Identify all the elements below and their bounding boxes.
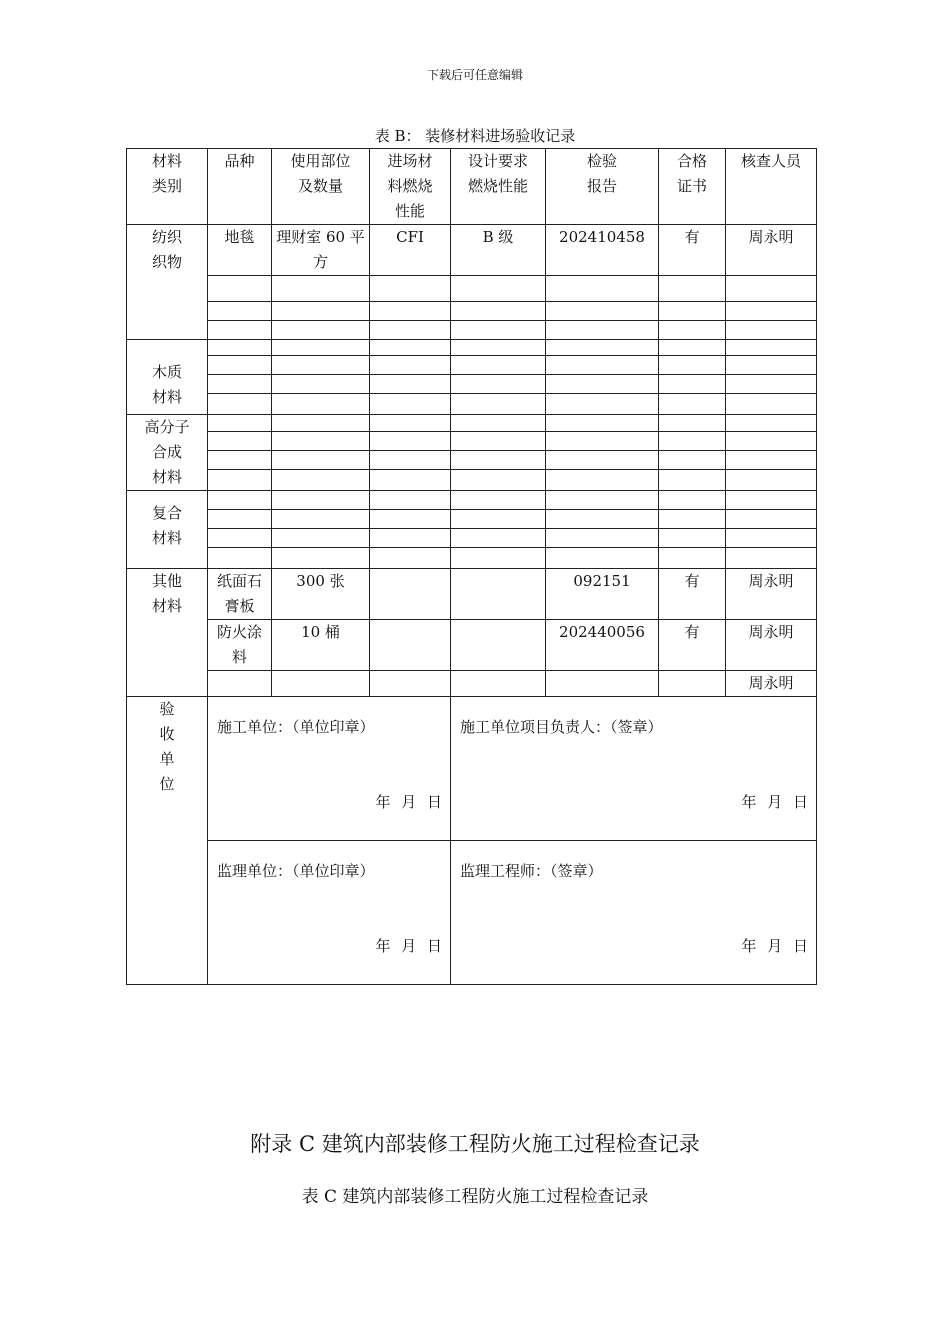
table-row (127, 620, 817, 671)
header-certificate: 合格 证书 (659, 149, 726, 225)
date-line: 年 月 日 (375, 793, 442, 811)
table-row (127, 569, 817, 620)
contractor-manager-label: 施工单位项目负责人：（签章） (460, 718, 663, 736)
header-inspector: 核查人员 (726, 149, 817, 225)
table-row (127, 491, 817, 510)
table-row (127, 321, 817, 340)
category-other: 其他 材料 (127, 569, 208, 697)
header-variety: 品种 (208, 149, 272, 225)
contractor-unit-label: 施工单位：（单位印章） (217, 718, 375, 736)
date-line: 年 月 日 (741, 793, 808, 811)
cell-variety: 纸面石 膏板 (208, 569, 272, 620)
category-textile: 纺织 织物 (127, 225, 208, 340)
date-line: 年 月 日 (375, 937, 442, 955)
header-note: 下载后可任意编辑 (426, 68, 523, 82)
table-row (127, 356, 817, 375)
supervision-unit-block (208, 841, 450, 984)
table-row (127, 302, 817, 321)
cell-cert: 有 (659, 620, 726, 671)
cell-design: B 级 (451, 225, 546, 276)
cell-usage: 300 张 (272, 569, 370, 620)
table-row (127, 340, 817, 356)
acceptance-unit-label: 验 收 单 位 (127, 697, 208, 985)
header-usage: 使用部位 及数量 (272, 149, 370, 225)
category-polymer: 高分子 合成 材料 (127, 415, 208, 491)
contractor-unit-block (208, 697, 450, 840)
supervision-engineer-block (451, 841, 816, 984)
table-row (127, 415, 817, 432)
header-inspection-report: 检验 报告 (546, 149, 659, 225)
cell-usage: 10 桶 (272, 620, 370, 671)
cell-report: 202440056 (546, 620, 659, 671)
cell-variety: 防火涂 料 (208, 620, 272, 671)
cell-inspector: 周永明 (726, 671, 817, 697)
cell-variety: 地毯 (208, 225, 272, 276)
cell-incoming: CFI (370, 225, 451, 276)
table-row (127, 394, 817, 415)
table-row (127, 510, 817, 529)
cell-report: 202410458 (546, 225, 659, 276)
table-row (127, 451, 817, 470)
header-design-performance: 设计要求 燃烧性能 (451, 149, 546, 225)
table-row (127, 470, 817, 491)
category-wood: 木质 材料 (127, 340, 208, 415)
acceptance-record-table (126, 148, 817, 985)
cell-inspector: 周永明 (726, 225, 817, 276)
supervision-unit-label: 监理单位：（单位印章） (217, 862, 375, 880)
appendix-c-table-title: 表 C 建筑内部装修工程防火施工过程检查记录 (301, 1187, 649, 1207)
cell-report: 092151 (546, 569, 659, 620)
header-incoming-performance: 进场材 料燃烧 性能 (370, 149, 451, 225)
cell-cert: 有 (659, 569, 726, 620)
table-row (127, 529, 817, 548)
contractor-manager-block (451, 697, 816, 840)
header-category: 材料 类别 (127, 149, 208, 225)
acceptance-row-supervision (127, 841, 817, 985)
table-row (127, 225, 817, 276)
supervision-engineer-label: 监理工程师：（签章） (460, 862, 603, 880)
table-row (127, 276, 817, 302)
header-row (127, 149, 817, 225)
table-b-title: 表 B： 装修材料进场验收记录 (374, 127, 576, 145)
date-line: 年 月 日 (741, 937, 808, 955)
table-row (127, 548, 817, 569)
table-row (127, 432, 817, 451)
category-composite: 复合 材料 (127, 491, 208, 569)
cell-inspector: 周永明 (726, 620, 817, 671)
cell-inspector: 周永明 (726, 569, 817, 620)
cell-usage: 理财室 60 平 方 (272, 225, 370, 276)
acceptance-row-contractor (127, 697, 817, 841)
table-row (127, 375, 817, 394)
appendix-c-title: 附录 C 建筑内部装修工程防火施工过程检查记录 (250, 1132, 700, 1156)
table-row (127, 671, 817, 697)
cell-cert: 有 (659, 225, 726, 276)
